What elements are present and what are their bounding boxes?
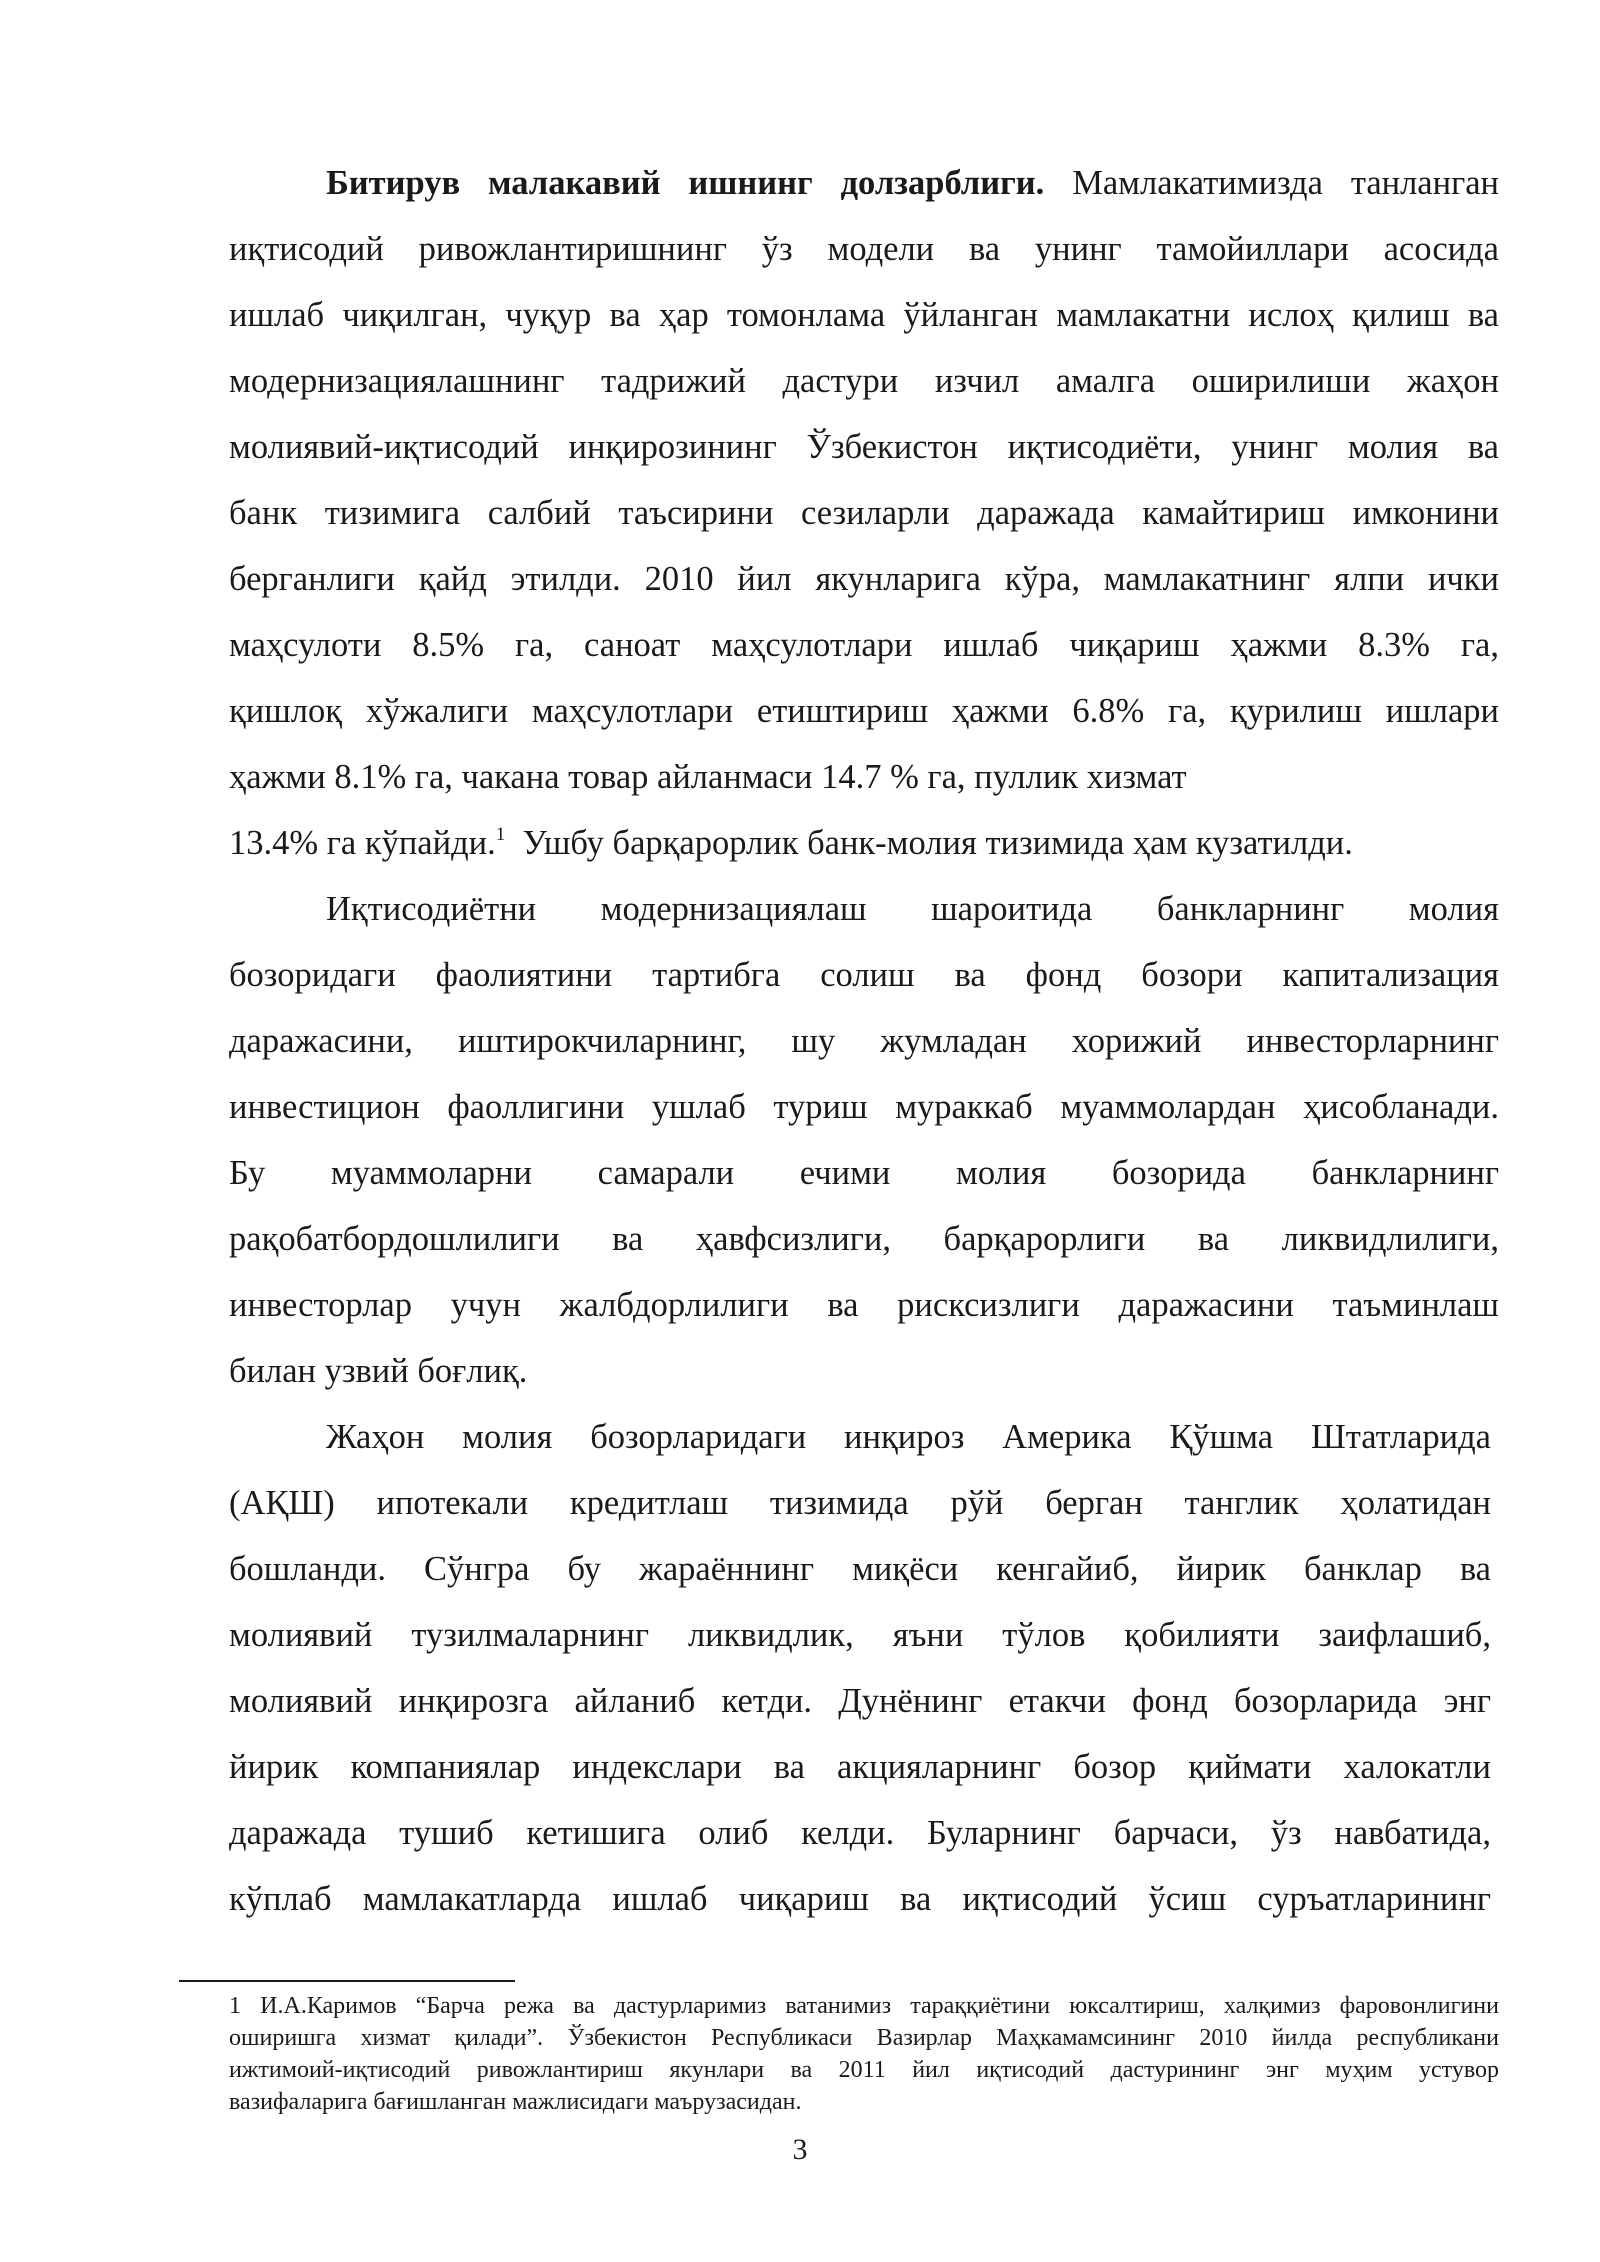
page-number: 3 <box>792 2133 808 2166</box>
paragraph-modernization <box>229 876 1499 1404</box>
paragraph-line: молиявий-иқтисодий инқирозининг Ўзбекистон иқтисодиёти, унинг молия ва <box>229 428 1499 466</box>
paragraph-line: бозоридаги фаолиятини тартибга солиш ва фонд бозори капитализация <box>229 956 1499 994</box>
paragraph-line: маҳсулоти 8.5% га, саноат маҳсулотлари ишлаб чиқариш ҳажми 8.3% га, <box>229 626 1499 664</box>
section-heading: Битирув малакавий ишнинг долзарблиги. <box>326 164 1045 202</box>
paragraph-line: ишлаб чиқилган, чуқур ва ҳар томонлама ўйланган мамлакатни ислоҳ қилиш ва <box>229 296 1499 334</box>
paragraph-line: бошланди. Сўнгра бу жараённинг миқёси кенгайиб, йирик банклар ва <box>229 1550 1491 1588</box>
paragraph-line <box>229 150 1499 216</box>
paragraph-line: кўплаб мамлакатларда ишлаб чиқариш ва иқтисодий ўсиш суръатларининг <box>229 1880 1491 1918</box>
footnote-line: 1 И.А.Каримов “Барча режа ва дастурларимиз ватанимиз тараққиётини юксалтириш, халқимиз фаровонлигини <box>229 1993 1499 2019</box>
footnote-reference[interactable]: 1 <box>495 823 506 845</box>
paragraph-line-text: 13.4% га кўпайди. <box>229 824 496 862</box>
paragraph-line: рақобатбордошлилиги ва ҳавфсизлиги, барқарорлиги ва ликвидлилиги, <box>229 1220 1499 1258</box>
footnote-line: вазифаларига бағишланган мажлисидаги маърузасидан. <box>229 2089 802 2115</box>
body-text <box>229 150 1499 1932</box>
footnote-line: оширишга хизмат қилади”. Ўзбекистон Республикаси Вазирлар Маҳкамамсининг 2010 йилда республикани <box>229 2025 1499 2051</box>
paragraph-line: банк тизимига салбий таъсирини сезиларли даражада камайтириш имконини <box>229 494 1499 532</box>
paragraph-line: ҳажми 8.1% га, чакана товар айланмаси 14.7 % га, пуллик хизмат <box>229 758 1187 796</box>
paragraph-line: даражада тушиб кетишига олиб келди. Буларнинг барчаси, ўз навбатида, <box>229 1814 1491 1852</box>
paragraph-line: (АҚШ) ипотекали кредитлаш тизимида рўй берган танглик ҳолатидан <box>229 1484 1491 1522</box>
paragraph-relevance <box>229 150 1499 876</box>
paragraph-line: иқтисодий ривожлантиришнинг ўз модели ва унинг тамойиллари асосида <box>229 230 1499 268</box>
paragraph-line: берганлиги қайд этилди. 2010 йил якунларига кўра, мамлакатнинг ялпи ички <box>229 560 1499 598</box>
footnote-separator <box>179 1980 515 1982</box>
footnote-line: ижтимоий-иқтисодий ривожлантириш якунлари ва 2011 йил иқтисодий дастурининг энг муҳим устувор <box>229 2057 1499 2083</box>
paragraph-crisis <box>229 1404 1491 1932</box>
paragraph-line: модернизациялашнинг тадрижий дастури изчил амалга оширилиши жаҳон <box>229 362 1499 400</box>
paragraph-line: Жаҳон молия бозорларидаги инқироз Америка Қўшма Штатларида <box>326 1418 1491 1456</box>
paragraph-line: даражасини, иштирокчиларнинг, шу жумладан хорижий инвесторларнинг <box>229 1022 1499 1060</box>
paragraph-line: инвестицион фаоллигини ушлаб туриш мураккаб муаммолардан ҳисобланади. <box>229 1088 1499 1126</box>
paragraph-line: инвесторлар учун жалбдорлилиги ва рисксизлиги даражасини таъминлаш <box>229 1286 1499 1324</box>
paragraph-line: Бу муаммоларни самарали ечими молия бозорида банкларнинг <box>229 1154 1499 1192</box>
paragraph-line: молиявий тузилмаларнинг ликвидлик, яъни тўлов қобилияти заифлашиб, <box>229 1616 1491 1654</box>
footnote <box>229 1990 1499 2118</box>
paragraph-line <box>229 810 1499 876</box>
paragraph-line: молиявий инқирозга айланиб кетди. Дунёнинг етакчи фонд бозорларида энг <box>229 1682 1491 1720</box>
paragraph-line: билан узвий боғлиқ. <box>229 1352 528 1390</box>
paragraph-line-text: Мамлакатимизда танланган <box>1044 164 1500 202</box>
paragraph-line: қишлоқ хўжалиги маҳсулотлари етиштириш ҳажми 6.8% га, қурилиш ишлари <box>229 692 1499 730</box>
paragraph-line: йирик компаниялар индекслари ва акцияларнинг бозор қиймати халокатли <box>229 1748 1491 1786</box>
paragraph-line-text: Ушбу барқарорлик банк-молия тизимида ҳам кузатилди. <box>505 824 1353 862</box>
paragraph-line: Иқтисодиётни модернизациялаш шароитида банкларнинг молия <box>326 890 1499 928</box>
